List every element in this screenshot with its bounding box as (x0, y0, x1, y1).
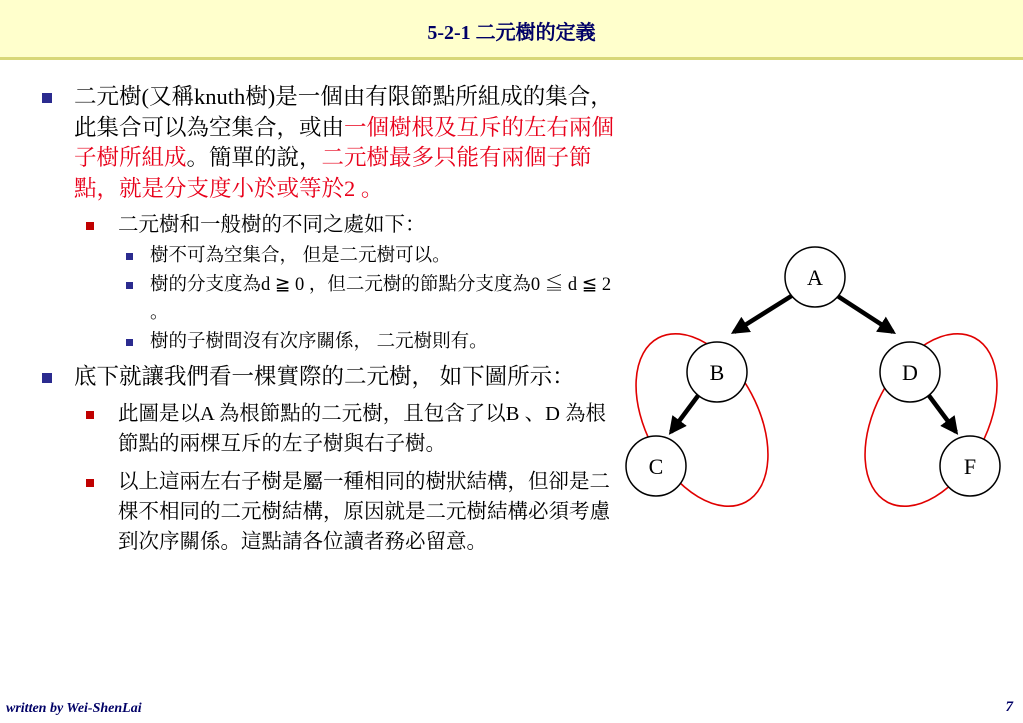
example-text: 底下就讓我們看一棵實際的二元樹， 如下圖所示： (74, 364, 575, 389)
difference-item-text: 樹的分支度為d ≧ 0 ，但二元樹的節點分支度為0 ≦ d ≦ 2 。 (150, 274, 612, 323)
tree-node-a (785, 247, 845, 307)
difference-item-text: 樹的子樹間沒有次序關係， 二元樹則有。 (150, 331, 488, 352)
svg-text:D: D (902, 360, 918, 385)
svg-text:B: B (709, 360, 725, 385)
tree-node-b (687, 342, 747, 402)
svg-text:A: A (807, 265, 823, 290)
left-subtree-ellipse (609, 312, 795, 529)
svg-text:F: F (963, 454, 977, 479)
difference-item-text: 樹不可為空集合， 但是二元樹可以。 (150, 246, 451, 266)
right-subtree-ellipse (838, 312, 1023, 529)
edge-d-f (927, 393, 956, 432)
page-number: 7 (1005, 699, 1013, 715)
tree-node-d (880, 342, 940, 402)
edge-a-b (734, 295, 793, 332)
tree-node-f (940, 436, 1000, 496)
tree-node-c (626, 436, 686, 496)
definition-text-b: 。簡單的說， (186, 145, 322, 170)
edge-b-c (671, 393, 700, 432)
example-item-text: 以上這兩左右子樹是屬一種相同的樹狀結構，但卻是二棵不相同的二元樹結構，原因就是二元樹結構必須考慮到次序關係。這點請各位讀者務必留意。 (118, 470, 610, 553)
slide-title: 5-2-1 二元樹的定義 (427, 22, 596, 44)
definition-highlight-b: 二元樹最多只能有兩個子節點，就是分支度小於或等於2 。 (74, 145, 592, 201)
example-item-text: 此圖是以A 為根節點的二元樹，且包含了以B 、D 為根節點的兩棵互斥的左子樹與右子樹。 (118, 402, 607, 455)
differences-heading: 二元樹和一般樹的不同之處如下： (118, 214, 426, 236)
svg-text:C: C (648, 454, 664, 479)
definition-highlight-a: 一個樹根及互斥的左右兩個子樹所組成 (74, 114, 615, 170)
definition-text-a: 二元樹(又稱knuth樹)是一個由有限節點所組成的集合，此集合可以為空集合，或由 (74, 84, 613, 140)
footer-author: written by Wei-ShenLai (6, 701, 142, 716)
edge-a-d (836, 295, 893, 332)
